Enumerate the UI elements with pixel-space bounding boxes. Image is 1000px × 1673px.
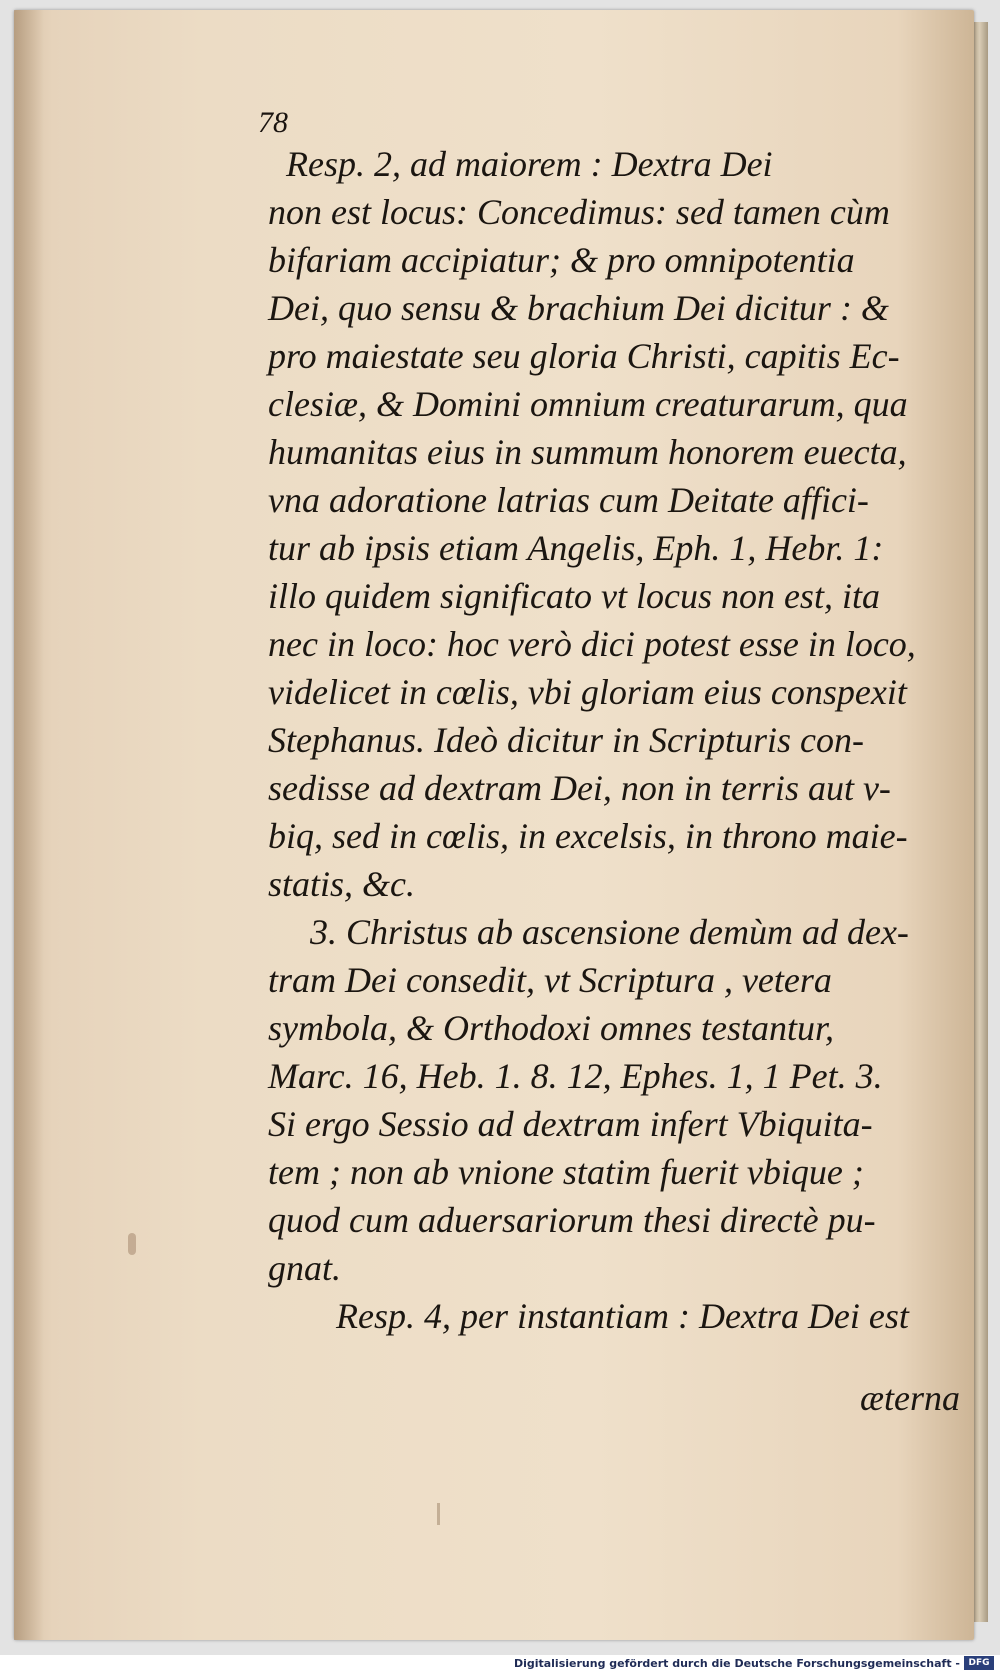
- text-line: gnat.: [268, 1248, 342, 1288]
- text-line: Si ergo Sessio ad dextram infert Vbiquita-: [268, 1104, 873, 1144]
- text-line: Marc. 16, Heb. 1. 8. 12, Ephes. 1, 1 Pet. 3.: [268, 1056, 883, 1096]
- page-number: 78: [258, 106, 288, 139]
- text-line: Resp. 2, ad maiorem : Dextra Dei: [286, 144, 773, 184]
- spine-shadow: [14, 10, 44, 1640]
- text-line: 3. Christus ab ascensione demùm ad dex-: [310, 912, 909, 952]
- text-line: clesiæ, & Domini omnium creaturarum, qua: [268, 384, 908, 424]
- text-line: quod cum aduersariorum thesi directè pu-: [268, 1200, 876, 1240]
- text-line: Stephanus. Ideò dicitur in Scripturis con-: [268, 720, 864, 760]
- text-line: tram Dei consedit, vt Scriptura , vetera: [268, 960, 832, 1000]
- catchword: æterna: [860, 1378, 961, 1418]
- text-line: pro maiestate seu gloria Christi, capitis Ec-: [268, 336, 900, 376]
- dfg-logo: DFG: [964, 1656, 994, 1670]
- paper-mark: [437, 1503, 440, 1525]
- text-line: nec in loco: hoc verò dici potest esse in loco,: [268, 624, 916, 664]
- page-edge: [974, 22, 988, 1622]
- text-line: Resp. 4, per instantiam : Dextra Dei est: [336, 1296, 909, 1336]
- footer-credit: Digitalisierung gefördert durch die Deutsche Forschungsgemeinschaft -: [513, 1657, 960, 1670]
- text-line: videlicet in cœlis, vbi gloriam eius conspexit: [268, 672, 907, 712]
- text-line: bifariam accipiatur; & pro omnipotentia: [268, 240, 855, 280]
- text-line: illo quidem significato vt locus non est, ita: [268, 576, 880, 616]
- text-line: biq, sed in cœlis, in excelsis, in throno maie-: [268, 816, 908, 856]
- text-line: symbola, & Orthodoxi omnes testantur,: [268, 1008, 834, 1048]
- text-line: sedisse ad dextram Dei, non in terris aut v-: [268, 768, 891, 808]
- text-line: non est locus: Concedimus: sed tamen cùm: [268, 192, 890, 232]
- text-line: Dei, quo sensu & brachium Dei dicitur : &: [268, 288, 889, 328]
- text-line: tur ab ipsis etiam Angelis, Eph. 1, Hebr. 1:: [268, 528, 884, 568]
- text-line: vna adoratione latrias cum Deitate affici-: [268, 480, 869, 520]
- text-line: statis, &c.: [268, 864, 416, 904]
- text-line: humanitas eius in summum honorem euecta,: [268, 432, 907, 472]
- paper-stain: [128, 1233, 136, 1255]
- text-line: tem ; non ab vnione statim fuerit vbique ;: [268, 1152, 864, 1192]
